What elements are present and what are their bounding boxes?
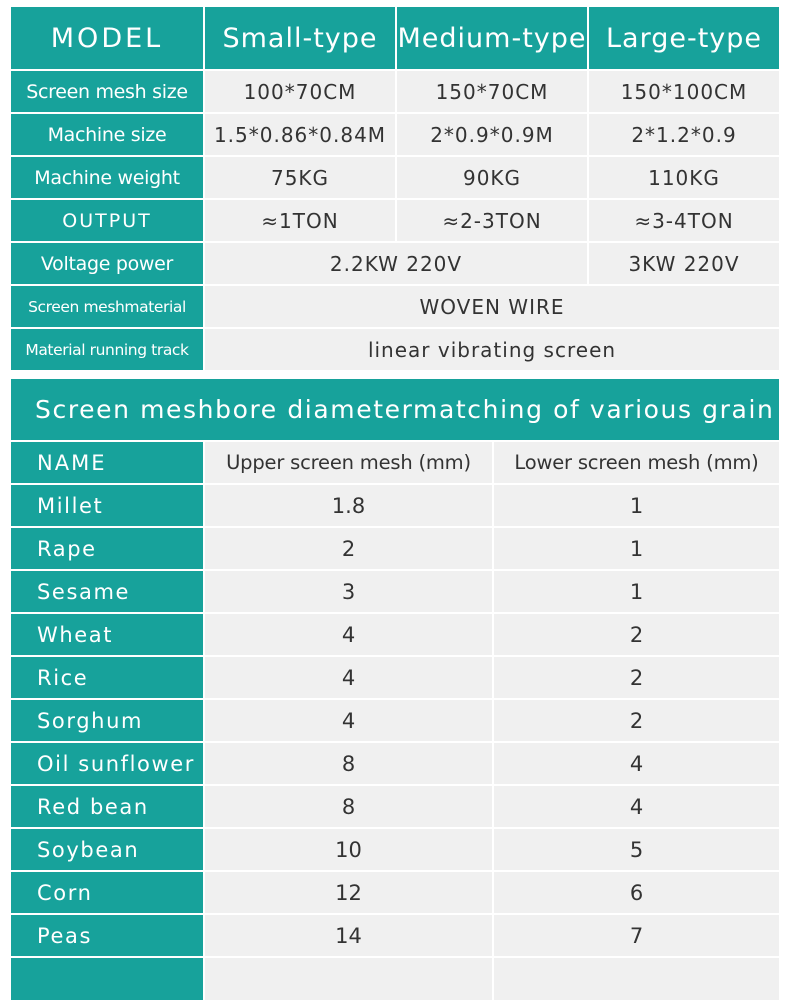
grain-lower-mesh: 2 (492, 614, 779, 655)
spec-value-all: WOVEN WIRE (203, 286, 779, 327)
spec-row-screen-mesh-size (11, 69, 779, 112)
header-small-type: Small-type (203, 7, 395, 69)
spec-header-row (11, 7, 779, 69)
spec-value-small: 100*70CM (203, 71, 395, 112)
grain-upper-mesh: 2 (203, 528, 492, 569)
spec-row-machine-weight (11, 155, 779, 198)
grain-upper-mesh: 4 (203, 657, 492, 698)
table-row (11, 655, 779, 698)
grain-lower-mesh: 1 (492, 485, 779, 526)
blank-cell (11, 958, 203, 1000)
table-row (11, 612, 779, 655)
table-row (11, 698, 779, 741)
grain-lower-mesh: 4 (492, 743, 779, 784)
spec-value-large: 150*100CM (587, 71, 779, 112)
spec-label: Material running track (11, 329, 203, 370)
grain-upper-mesh: 4 (203, 614, 492, 655)
grain-blank-row (11, 956, 779, 1000)
spec-value-small: 75KG (203, 157, 395, 198)
grain-lower-mesh: 4 (492, 786, 779, 827)
spec-value-small: ≈1TON (203, 200, 395, 241)
grain-rows (11, 483, 779, 956)
grain-name: Soybean (11, 829, 203, 870)
blank-cell (492, 958, 779, 1000)
grain-lower-mesh: 2 (492, 657, 779, 698)
grain-upper-mesh: 4 (203, 700, 492, 741)
header-name: NAME (11, 442, 203, 483)
table-row (11, 913, 779, 956)
spec-value-small: 1.5*0.86*0.84M (203, 114, 395, 155)
grain-name: Rice (11, 657, 203, 698)
grain-upper-mesh: 10 (203, 829, 492, 870)
spec-value-large: ≈3-4TON (587, 200, 779, 241)
grain-name: Millet (11, 485, 203, 526)
spec-value-medium: ≈2-3TON (395, 200, 587, 241)
header-model: MODEL (11, 7, 203, 69)
spec-row-machine-size (11, 112, 779, 155)
spec-table (11, 7, 779, 370)
grain-lower-mesh: 1 (492, 528, 779, 569)
table-row (11, 526, 779, 569)
table-row (11, 784, 779, 827)
spec-label: Screen meshmaterial (11, 286, 203, 327)
spec-value-small-medium: 2.2KW 220V (203, 243, 587, 284)
spec-value-large: 110KG (587, 157, 779, 198)
grain-name: Oil sunflower (11, 743, 203, 784)
table-row (11, 827, 779, 870)
header-upper-screen-mesh: Upper screen mesh (mm) (203, 442, 492, 483)
grain-upper-mesh: 14 (203, 915, 492, 956)
table-row (11, 870, 779, 913)
spec-value-medium: 150*70CM (395, 71, 587, 112)
spec-value-all: linear vibrating screen (203, 329, 779, 370)
grain-name: Red bean (11, 786, 203, 827)
spec-row-voltage-power (11, 241, 779, 284)
table-row (11, 741, 779, 784)
spec-value-medium: 2*0.9*0.9M (395, 114, 587, 155)
header-medium-type: Medium-type (395, 7, 587, 69)
grain-lower-mesh: 7 (492, 915, 779, 956)
grain-table-title: Screen meshbore diametermatching of various grain (11, 379, 779, 440)
grain-name: Sesame (11, 571, 203, 612)
grain-upper-mesh: 8 (203, 786, 492, 827)
spec-value-large: 2*1.2*0.9 (587, 114, 779, 155)
blank-cell (203, 958, 492, 1000)
grain-name: Wheat (11, 614, 203, 655)
spec-label: OUTPUT (11, 200, 203, 241)
spec-row-output (11, 198, 779, 241)
spec-label: Machine weight (11, 157, 203, 198)
grain-upper-mesh: 1.8 (203, 485, 492, 526)
spec-label: Screen mesh size (11, 71, 203, 112)
spec-value-large: 3KW 220V (587, 243, 779, 284)
grain-name: Peas (11, 915, 203, 956)
spec-value-medium: 90KG (395, 157, 587, 198)
grain-lower-mesh: 6 (492, 872, 779, 913)
grain-lower-mesh: 5 (492, 829, 779, 870)
spec-row-screen-mesh-material (11, 284, 779, 327)
grain-header-row (11, 440, 779, 483)
grain-lower-mesh: 1 (492, 571, 779, 612)
grain-upper-mesh: 12 (203, 872, 492, 913)
grain-table (11, 379, 779, 1000)
spec-label: Machine size (11, 114, 203, 155)
grain-lower-mesh: 2 (492, 700, 779, 741)
grain-name: Corn (11, 872, 203, 913)
grain-upper-mesh: 8 (203, 743, 492, 784)
grain-upper-mesh: 3 (203, 571, 492, 612)
table-row (11, 483, 779, 526)
header-large-type: Large-type (587, 7, 779, 69)
spec-label: Voltage power (11, 243, 203, 284)
table-row (11, 569, 779, 612)
grain-name: Sorghum (11, 700, 203, 741)
grain-title-row (11, 379, 779, 440)
spec-row-material-running-track (11, 327, 779, 370)
header-lower-screen-mesh: Lower screen mesh (mm) (492, 442, 779, 483)
grain-name: Rape (11, 528, 203, 569)
